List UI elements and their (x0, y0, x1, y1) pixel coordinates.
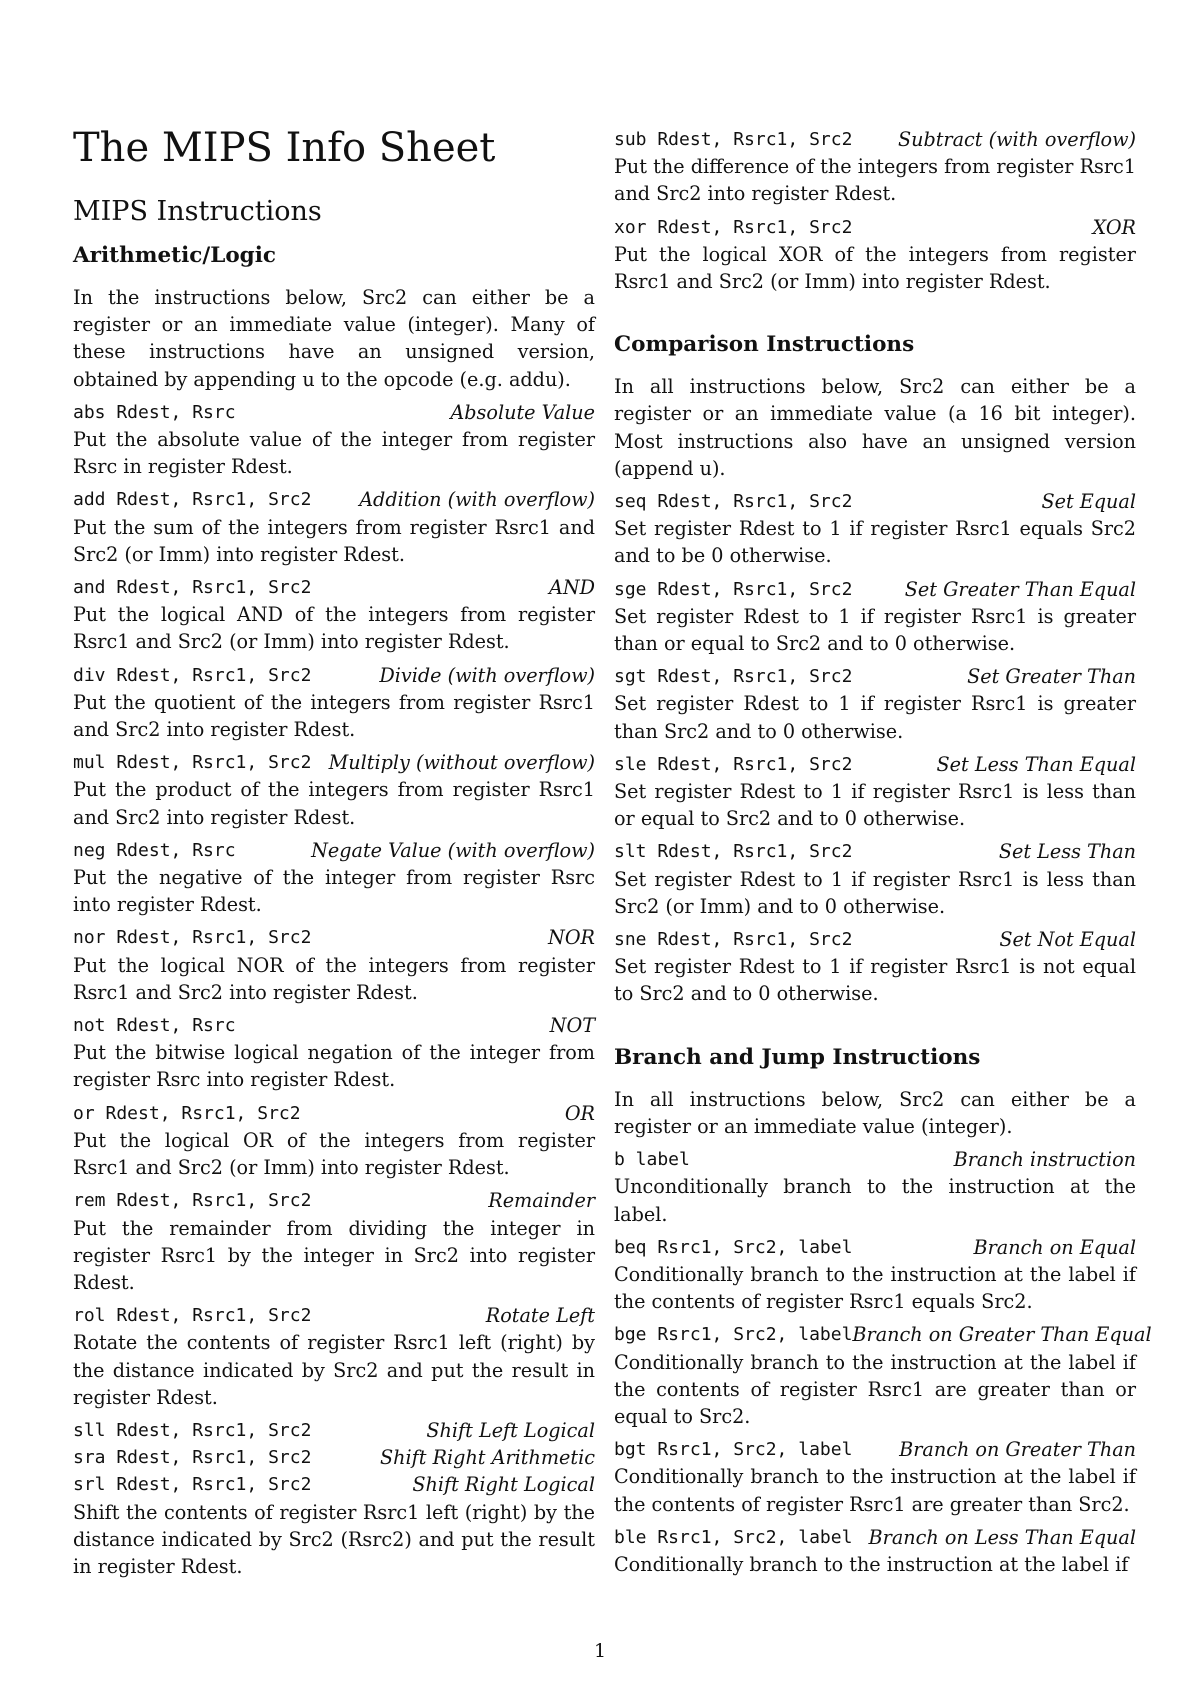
instruction-description: Negate Value (with overflow) (311, 838, 595, 862)
instruction-description: Rotate Left (485, 1304, 595, 1328)
instruction-signature-row (73, 837, 595, 864)
instruction-body: Set register Rdest to 1 if register Rsrc1 is greater than Src2 and to 0 otherwise. (614, 692, 1136, 743)
instruction-body: Put the absolute value of the integer from register Rsrc in register Rdest. (73, 428, 595, 479)
instruction-description: OR (564, 1101, 595, 1125)
instruction-sle (614, 751, 1136, 833)
instruction-signature-row (614, 1234, 1136, 1261)
comparison-heading: Comparison Instructions (614, 332, 915, 358)
instruction-body: Put the logical OR of the integers from register Rsrc1 and Src2 (or Imm) into register Rdest. (73, 1128, 595, 1180)
instruction-signature-row (73, 924, 595, 951)
instruction-signature-row (73, 1444, 595, 1471)
instruction-and (73, 574, 595, 656)
instruction-sub (614, 126, 1136, 208)
instruction-syntax: sub Rdest, Rsrc1, Src2 (614, 129, 853, 150)
instruction-body: Conditionally branch to the instruction at the label if the contents of register Rsrc1 are greater than Src2. (614, 1465, 1136, 1516)
comparison-intro: In all instructions below, Src2 can either be a register or an immediate value (a 16 bit integer). Most instructions also have an unsigned version (append u). (614, 375, 1136, 480)
left-column (73, 126, 595, 1586)
instruction-not (73, 1012, 595, 1094)
branch-intro: In all instructions below, Src2 can either be a register or an immediate value (integer). (614, 1087, 1136, 1138)
instruction-body: Rotate the contents of register Rsrc1 left (right) by the distance indicated by Src2 and put the result in register Rdest. (73, 1331, 595, 1409)
instruction-description: Branch on Greater Than (899, 1438, 1136, 1462)
instruction-bgt (614, 1436, 1136, 1518)
instruction-syntax: xor Rdest, Rsrc1, Src2 (614, 216, 853, 238)
instruction-ble (614, 1524, 1136, 1578)
instruction-signature-row (73, 486, 595, 513)
instruction-description: Multiply (without overflow) (328, 751, 595, 775)
instruction-bge (614, 1321, 1152, 1430)
instruction-nor (73, 924, 595, 1006)
instruction-description: Branch instruction (953, 1148, 1136, 1172)
instruction-body: Put the product of the integers from register Rsrc1 and Src2 into register Rdest. (73, 778, 595, 829)
instruction-add (73, 486, 595, 568)
instruction-body: Conditionally branch to the instruction at the label if (614, 1552, 1129, 1576)
instruction-syntax: not Rdest, Rsrc (73, 1015, 236, 1037)
instruction-description: XOR (1092, 215, 1136, 239)
instruction-syntax: srl Rdest, Rsrc1, Src2 (73, 1474, 312, 1496)
instruction-signature-row (614, 1321, 1152, 1348)
instruction-description: Absolute Value (450, 400, 595, 424)
instruction-syntax: sgt Rdest, Rsrc1, Src2 (614, 666, 853, 688)
instruction-body: Set register Rdest to 1 if register Rsrc1 equals Src2 and to be 0 otherwise. (614, 517, 1136, 568)
instruction-description: Remainder (488, 1189, 595, 1213)
instruction-description: Set Not Equal (999, 928, 1136, 952)
instruction-description: Shift Right Arithmetic (380, 1446, 595, 1470)
instruction-syntax: mul Rdest, Rsrc1, Src2 (73, 752, 312, 774)
instruction-description: Set Greater Than (967, 665, 1136, 689)
instruction-description: Divide (with overflow) (379, 663, 595, 687)
instruction-body: Put the quotient of the integers from register Rsrc1 and Src2 into register Rdest. (73, 690, 595, 742)
instruction-syntax: ble Rsrc1, Src2, label (614, 1526, 853, 1548)
page-number: 1 (593, 1640, 607, 1662)
instruction-body: Put the negative of the integer from register Rsrc into register Rdest. (73, 866, 595, 917)
instruction-description: Set Greater Than Equal (904, 577, 1136, 601)
instruction-signature-row (614, 751, 1136, 778)
section-spacer (614, 1014, 1136, 1044)
instruction-description: Set Equal (1041, 490, 1136, 514)
instruction-xor (614, 214, 1136, 296)
instruction-syntax: or Rdest, Rsrc1, Src2 (73, 1102, 301, 1124)
instruction-signature-row (73, 749, 595, 776)
instruction-description: Set Less Than (998, 840, 1136, 864)
instruction-shifts (73, 1417, 595, 1580)
arithmetic-intro: In the instructions below, Src2 can either be a register or an immediate value (integer). Many of these instructions have an unsigned version, obtained by appending u to the opcode (e.g. addu). (73, 286, 595, 391)
instruction-body: Conditionally branch to the instruction at the label if the contents of register Rsrc1 equals Src2. (614, 1262, 1136, 1314)
instruction-signature-row (614, 663, 1136, 690)
instruction-description: AND (548, 576, 595, 600)
instruction-syntax: and Rdest, Rsrc1, Src2 (73, 577, 312, 599)
instruction-body: Put the remainder from dividing the integer in register Rsrc1 by the integer in Src2 into register Rdest. (73, 1216, 595, 1294)
instruction-signature-row (73, 1100, 595, 1127)
instruction-syntax: slt Rdest, Rsrc1, Src2 (614, 841, 853, 863)
instruction-body: Put the logical AND of the integers from register Rsrc1 and Src2 (or Imm) into register Rdest. (73, 603, 595, 654)
instruction-rem (73, 1187, 595, 1296)
instruction-mul (73, 749, 595, 831)
instruction-body: Shift the contents of register Rsrc1 left (right) by the distance indicated by Src2 (Rsrc2) and put the result in register Rdest. (73, 1500, 595, 1578)
instruction-syntax: sll Rdest, Rsrc1, Src2 (73, 1419, 312, 1441)
instruction-body: Set register Rdest to 1 if register Rsrc1 is less than Src2 (or Imm) and to 0 otherwise. (614, 867, 1136, 918)
instruction-description: Shift Right Logical (412, 1473, 595, 1497)
instruction-description: Subtract (with overflow) (897, 128, 1136, 151)
instruction-signature-row (614, 214, 1136, 241)
instruction-syntax: div Rdest, Rsrc1, Src2 (73, 664, 312, 686)
instruction-syntax: nor Rdest, Rsrc1, Src2 (73, 927, 312, 949)
instruction-description: Set Less Than Equal (936, 752, 1136, 776)
instruction-syntax: beq Rsrc1, Src2, label (614, 1236, 853, 1258)
instruction-description: Addition (with overflow) (359, 488, 595, 512)
instruction-b (614, 1146, 1136, 1228)
section-title: MIPS Instructions (73, 196, 322, 227)
instruction-body: Put the logical XOR of the integers from register Rsrc1 and Src2 (or Imm) into register Rdest. (614, 242, 1136, 294)
instruction-signature-row (73, 399, 595, 426)
instruction-syntax: seq Rdest, Rsrc1, Src2 (614, 491, 853, 513)
instruction-rol (73, 1302, 595, 1411)
arithmetic-heading: Arithmetic/Logic (73, 243, 276, 268)
instruction-body: Set register Rdest to 1 if register Rsrc1 is not equal to Src2 and to 0 otherwise. (614, 955, 1136, 1006)
instruction-syntax: sle Rdest, Rsrc1, Src2 (614, 753, 853, 775)
instruction-description: Branch on Less Than Equal (868, 1525, 1136, 1549)
instruction-signature-row (73, 1471, 595, 1498)
instruction-signature-row (73, 1417, 595, 1444)
instruction-slt (614, 838, 1136, 920)
instruction-syntax: sra Rdest, Rsrc1, Src2 (73, 1447, 312, 1469)
right-column (614, 126, 1152, 1584)
instruction-body: Set register Rdest to 1 if register Rsrc1 is greater than or equal to Src2 and to 0 otherwise. (614, 604, 1136, 656)
branch-heading: Branch and Jump Instructions (614, 1044, 981, 1070)
instruction-syntax: neg Rdest, Rsrc (73, 839, 236, 861)
instruction-seq (614, 488, 1136, 570)
instruction-sne (614, 926, 1136, 1008)
instruction-signature-row (614, 1436, 1136, 1463)
instruction-body: Set register Rdest to 1 if register Rsrc1 is less than or equal to Src2 and to 0 otherwise. (614, 780, 1136, 831)
instruction-body: Conditionally branch to the instruction at the label if the contents of register Rsrc1 are greater than or equal to Src2. (614, 1350, 1136, 1428)
instruction-syntax: add Rdest, Rsrc1, Src2 (73, 489, 312, 511)
instruction-sge (614, 576, 1136, 658)
instruction-signature-row (614, 488, 1136, 515)
instruction-syntax: b label (614, 1149, 690, 1171)
instruction-beq (614, 1234, 1136, 1316)
instruction-description: NOR (548, 926, 595, 950)
instruction-description: Branch on Equal (973, 1235, 1136, 1259)
instruction-body: Unconditionally branch to the instruction at the label. (614, 1175, 1136, 1226)
instruction-syntax: bgt Rsrc1, Src2, label (614, 1439, 853, 1461)
instruction-syntax: bge Rsrc1, Src2, label (614, 1324, 853, 1346)
instruction-signature-row (73, 1187, 595, 1214)
instruction-signature-row (614, 926, 1136, 953)
instruction-signature-row (73, 662, 595, 689)
instruction-body: Put the logical NOR of the integers from register Rsrc1 and Src2 into register Rdest. (73, 953, 595, 1004)
instruction-syntax: rol Rdest, Rsrc1, Src2 (73, 1305, 312, 1327)
section-spacer (614, 301, 1136, 331)
instruction-signature-row (73, 574, 595, 601)
instruction-or (73, 1100, 595, 1182)
instruction-body: Put the bitwise logical negation of the integer from register Rsrc into register Rdest. (73, 1041, 595, 1092)
instruction-div (73, 662, 595, 744)
instruction-signature-row (614, 1524, 1136, 1551)
instruction-description: Branch on Greater Than Equal (852, 1323, 1152, 1347)
instruction-syntax: sne Rdest, Rsrc1, Src2 (614, 929, 853, 951)
instruction-description: NOT (549, 1014, 595, 1038)
instruction-body: Put the difference of the integers from register Rsrc1 and Src2 into register Rdest. (614, 155, 1136, 206)
document-title: The MIPS Info Sheet (73, 125, 496, 171)
instruction-description: Shift Left Logical (426, 1418, 595, 1442)
instruction-abs (73, 399, 595, 481)
instruction-syntax: abs Rdest, Rsrc (73, 401, 236, 423)
instruction-signature-row (614, 576, 1136, 603)
instruction-syntax: rem Rdest, Rsrc1, Src2 (73, 1190, 312, 1212)
instruction-body: Put the sum of the integers from register Rsrc1 and Src2 (or Imm) into register Rdest. (73, 515, 595, 566)
instruction-signature-row (614, 1146, 1136, 1173)
instruction-sgt (614, 663, 1136, 745)
instruction-neg (73, 837, 595, 919)
instruction-signature-row (73, 1302, 595, 1329)
instruction-signature-row (73, 1012, 595, 1039)
instruction-signature-row (614, 126, 1136, 153)
instruction-syntax: sge Rdest, Rsrc1, Src2 (614, 578, 853, 600)
instruction-signature-row (614, 838, 1136, 865)
